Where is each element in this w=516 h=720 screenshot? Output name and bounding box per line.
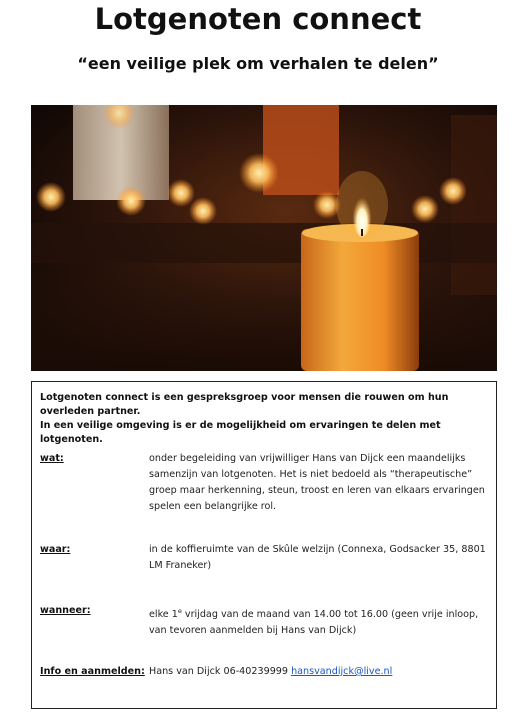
wanneer-text-suffix: vrijdag van de maand van 14.00 tot 16.00 (geen vrije inloop, van tevoren aanmelden bij Hans van Dijck) (149, 609, 479, 637)
email-link[interactable]: hansvandijck@live.nl (291, 666, 393, 677)
wanneer-text-prefix: elke 1 (149, 609, 178, 621)
wat-text: onder begeleiding van vrijwilliger Hans van Dijck een maandelijks samenzijn van lotgenoten. Het is niet bedoeld als “therapeutische” groep maar herkenning, steun, troost en leren van elkaars ervaringen spelen een belangrijke rol. (149, 453, 485, 512)
page-title: Lotgenoten connect (94, 2, 422, 36)
wanneer-text (149, 603, 489, 639)
info-label: Info en aanmelden: (40, 666, 145, 677)
wanneer-superscript: e (177, 607, 182, 615)
wanneer-label: wanneer: (40, 605, 91, 616)
intro-line-2: In een veilige omgeving is er de mogelijkheid om ervaringen te delen met lotgenoten. (40, 420, 441, 445)
waar-label: waar: (40, 544, 71, 555)
contact-name-phone: Hans van Dijck 06-40239999 (149, 666, 289, 677)
page-subtitle: “een veilige plek om verhalen te delen” (77, 54, 439, 73)
wat-label: wat: (40, 453, 64, 464)
intro-line-1: Lotgenoten connect is een gespreksgroep voor mensen die rouwen om hun overleden partner. (40, 392, 449, 417)
candles-photo (31, 105, 497, 371)
info-contact (149, 664, 489, 680)
intro-text (40, 391, 492, 447)
info-box (31, 381, 497, 709)
waar-text: in de koffieruimte van de Skûle welzijn (Connexa, Godsacker 35, 8801 LM Franeker) (149, 544, 486, 571)
